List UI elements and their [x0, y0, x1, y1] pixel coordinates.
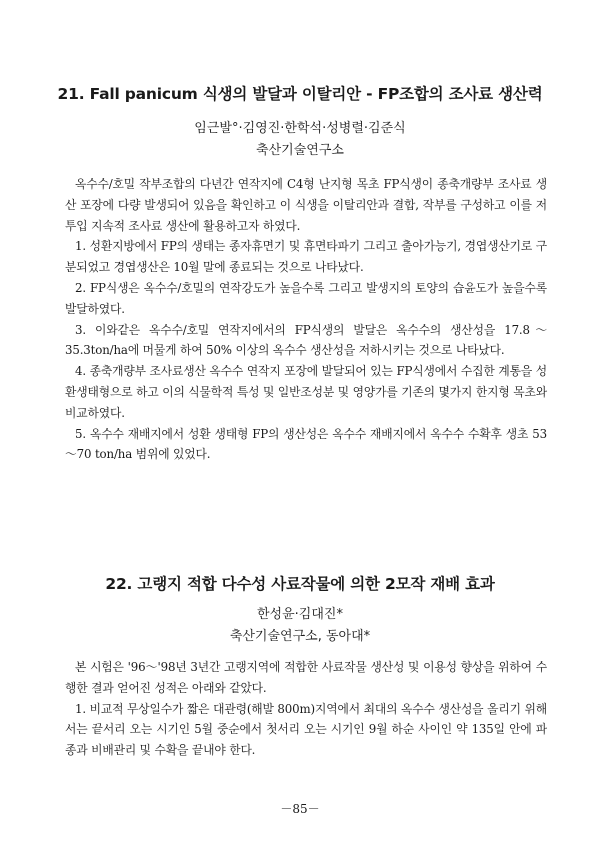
numbered-item: 3. 이와같은 옥수수/호밀 연작지에서의 FP식생의 발달은 옥수수의 생산성을 17.8～35.3ton/ha에 머물게 하여 50% 이상의 옥수수 생산성을 저하시키는 것으로 나타났다. — [65, 322, 547, 358]
author-list: 임근발°·김영진·한학석·성병렬·김준식 — [194, 121, 406, 136]
intro-paragraph: 옥수수/호밀 작부조합의 다년간 연작지에 C4형 난지형 목초 FP식생이 종축개량부 조사료 생산 포장에 다량 발생되어 있음을 확인하고 이 식생을 이탈리안과 결합, 작부를 구성하고 이를 저투입 지속적 조사료 생산에 활용하고자 하였다. — [65, 177, 547, 233]
section-body — [65, 174, 547, 465]
numbered-item: 1. 비교적 무상일수가 짧은 대관령(해발 800m)지역에서 최대의 옥수수 생산성을 올리기 위해서는 끝서리 오는 시기인 5월 중순에서 첫서리 오는 시기인 9월 하순 사이인 약 135일 안에 파종과 비배관리 및 수확을 끝내야 한다. — [65, 701, 547, 758]
author-list: 한성윤·김대진* — [257, 607, 343, 622]
section-body — [65, 657, 547, 761]
affiliation: 축산기술연구소, 동아대* — [229, 629, 371, 644]
affiliation: 축산기술연구소 — [256, 143, 344, 158]
section-title: 22. 고랭지 적합 다수성 사료작물에 의한 2모작 재배 효과 — [105, 575, 495, 593]
section-title: 21. Fall panicum 식생의 발달과 이탈리안 - FP조합의 조사료 생산력 — [57, 85, 543, 103]
page-number: －85－ — [280, 802, 320, 816]
numbered-item: 2. FP식생은 옥수수/호밀의 연작강도가 높을수록 그리고 발생지의 토양의 습윤도가 높을수록 발달하였다. — [65, 280, 547, 316]
numbered-item: 5. 옥수수 재배지에서 성환 생태형 FP의 생산성은 옥수수 재배지에서 옥수수 수확후 생초 53～70 ton/ha 범위에 있었다. — [65, 426, 547, 462]
numbered-item: 1. 성환지방에서 FP의 생태는 종자휴면기 및 휴면타파기 그리고 출아가능기, 경엽생산기로 구분되었고 경엽생산은 10월 말에 종료되는 것으로 나타났다. — [65, 239, 547, 275]
numbered-item: 4. 종축개량부 조사료생산 옥수수 연작지 포장에 발달되어 있는 FP식생에서 수집한 계통을 성환생태형으로 하고 이의 식물학적 특성 및 일반조성분 및 영양가를 기존의 몇가지 한지형 목초와 비교하였다. — [65, 364, 547, 420]
intro-paragraph: 본 시험은 '96～'98년 3년간 고랭지역에 적합한 사료작물 생산성 및 이용성 향상을 위하여 수행한 결과 얻어진 성적은 아래와 같았다. — [65, 660, 547, 695]
